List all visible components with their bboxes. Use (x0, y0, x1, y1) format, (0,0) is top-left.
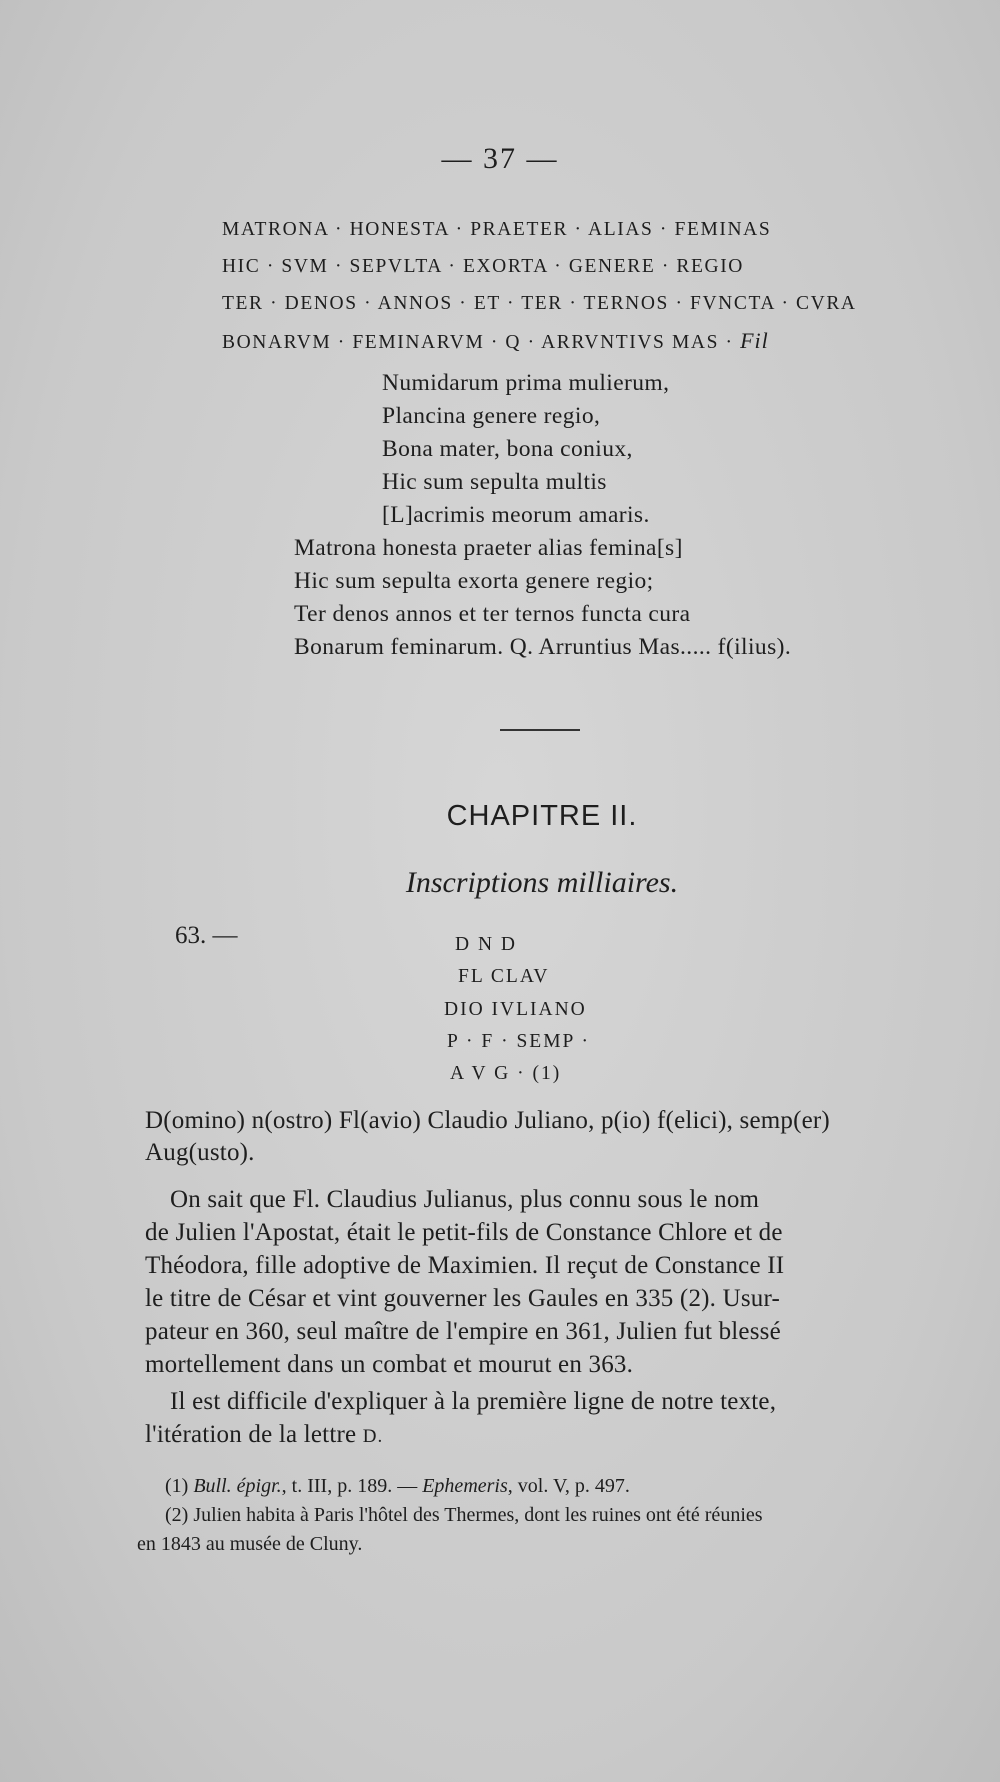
footnote-1 (165, 1475, 630, 1498)
chapter-title: CHAPITRE II. (446, 800, 638, 832)
section-divider (500, 729, 580, 731)
inscription-caps-line-4 (222, 328, 769, 354)
verse-line-9: Bonarum feminarum. Q. Arruntius Mas..... f(ilius). (294, 634, 792, 660)
footnote-2-line-1: (2) Julien habita à Paris l'hôtel des Thermes, dont les ruines ont été réunies (165, 1504, 763, 1526)
inscription-caps-line-3: TER · DENOS · ANNOS · ET · TER · TERNOS · FVNCTA · CVRA (222, 293, 857, 314)
verse-line-3: Bona mater, bona coniux, (382, 436, 633, 462)
milestone-line-2: FL CLAV (458, 966, 550, 987)
paragraph1-line-2: de Julien l'Apostat, était le petit-fils de Constance Chlore et de (145, 1219, 783, 1246)
expansion-line-2: Aug(usto). (145, 1139, 255, 1166)
paragraph2-line-2 (145, 1421, 383, 1449)
inscription-caps-line-2: HIC · SVM · SEPVLTA · EXORTA · GENERE · REGIO (222, 256, 744, 277)
milestone-line-3: DIO IVLIANO (444, 999, 587, 1020)
footnote-1-ref2-rest: , vol. V, p. 497. (507, 1475, 630, 1497)
caps-line-4-fil: Fil (740, 328, 769, 353)
paragraph1-line-4: le titre de César et vint gouverner les Gaules en 335 (2). Usur- (145, 1285, 781, 1312)
milestone-line-4: P · F · SEMP · (447, 1031, 591, 1052)
footnote-1-marker: (1) (165, 1475, 189, 1497)
caps-line-4-text: BONARVM · FEMINARVM · Q · ARRVNTIVS MAS · (222, 332, 734, 353)
verse-line-1: Numidarum prima mulierum, (382, 370, 670, 396)
verse-line-8: Ter denos annos et ter ternos functa cura (294, 601, 691, 627)
verse-line-6: Matrona honesta praeter alias femina[s] (294, 535, 683, 561)
paragraph2-letter: D. (362, 1426, 384, 1447)
expansion-line-1: D(omino) n(ostro) Fl(avio) Claudio Juliano, p(io) f(elici), semp(er) (145, 1107, 830, 1134)
chapter-subtitle: Inscriptions milliaires. (405, 866, 679, 899)
footnote-1-ref2: Ephemeris (422, 1475, 508, 1497)
paragraph2-line-1: Il est difficile d'expliquer à la première ligne de notre texte, (170, 1388, 777, 1415)
paragraph1-line-3: Théodora, fille adoptive de Maximien. Il reçut de Constance II (145, 1252, 785, 1279)
verse-line-2: Plancina genere regio, (382, 403, 601, 429)
paragraph2-line-2-text: l'itération de la lettre (145, 1421, 357, 1448)
verse-line-5: [L]acrimis meorum amaris. (382, 502, 650, 528)
milestone-line-1: D N D (455, 934, 517, 955)
item-number: 63. — (175, 922, 238, 949)
milestone-line-5: A V G · (1) (450, 1063, 562, 1084)
paragraph1-line-5: pateur en 360, seul maître de l'empire en 361, Julien fut blessé (145, 1318, 781, 1345)
inscription-caps-line-1: MATRONA · HONESTA · PRAETER · ALIAS · FEMINAS (222, 219, 772, 240)
footnote-1-ref1-rest: , t. III, p. 189. — (281, 1475, 418, 1497)
paragraph1-line-1: On sait que Fl. Claudius Julianus, plus connu sous le nom (170, 1186, 760, 1213)
footnote-1-ref1: Bull. épigr. (193, 1475, 282, 1497)
verse-line-7: Hic sum sepulta exorta genere regio; (294, 568, 654, 594)
page-number: — 37 — (441, 142, 559, 175)
footnote-2-line-2: en 1843 au musée de Cluny. (137, 1533, 363, 1555)
verse-line-4: Hic sum sepulta multis (382, 469, 607, 495)
paragraph1-line-6: mortellement dans un combat et mourut en 363. (145, 1351, 634, 1378)
